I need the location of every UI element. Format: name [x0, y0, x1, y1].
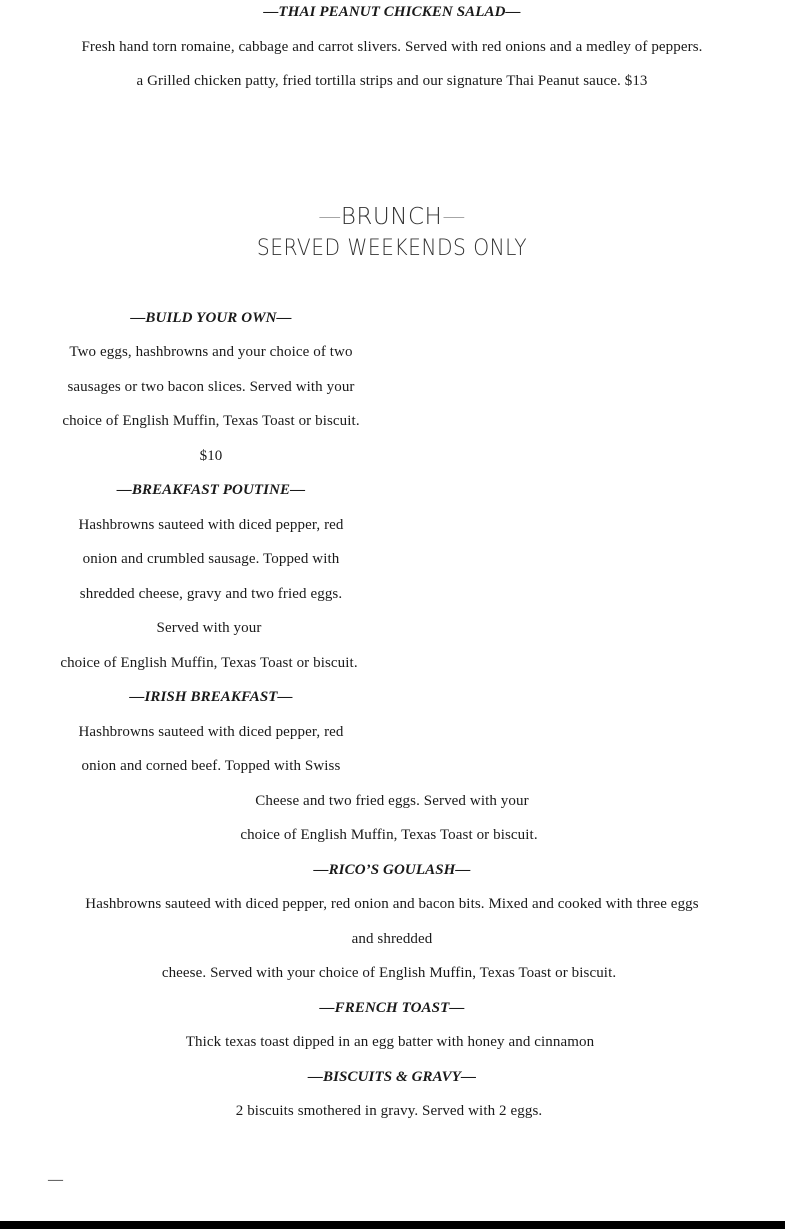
irish-breakfast-line-4: choice of English Muffin, Texas Toast or biscuit.: [240, 827, 538, 843]
ricos-goulash-line-1: Hashbrowns sauteed with diced pepper, red onion and bacon bits. Mixed and cooked with three eggs: [85, 896, 699, 912]
build-your-own-line-3: choice of English Muffin, Texas Toast or biscuit.: [62, 413, 360, 429]
ricos-goulash-heading: —RICO’S GOULASH—: [313, 862, 471, 878]
build-your-own-line-2: sausages or two bacon slices. Served with your: [67, 379, 355, 395]
breakfast-poutine-line-4: Served with your: [156, 620, 262, 636]
ricos-goulash-line-2: and shredded: [351, 931, 433, 947]
thai-salad-description-line-1: Fresh hand torn romaine, cabbage and carrot slivers. Served with red onions and a medley of peppers.: [81, 39, 703, 55]
breakfast-poutine-line-2: onion and crumbled sausage. Topped with: [82, 551, 340, 567]
french-toast-line-1: Thick texas toast dipped in an egg batter with honey and cinnamon: [185, 1034, 595, 1050]
french-toast-heading: —FRENCH TOAST—: [319, 1000, 465, 1016]
brunch-title-dash-right: —: [442, 204, 466, 230]
brunch-title: [318, 203, 466, 231]
breakfast-poutine-heading: —BREAKFAST POUTINE—: [116, 482, 306, 498]
footer-bar: [0, 1221, 785, 1229]
breakfast-poutine-line-3: shredded cheese, gravy and two fried eggs.: [79, 586, 343, 602]
biscuits-gravy-line-1: 2 biscuits smothered in gravy. Served with 2 eggs.: [235, 1103, 543, 1119]
thai-salad-heading: —THAI PEANUT CHICKEN SALAD—: [263, 4, 521, 20]
irish-breakfast-heading: —IRISH BREAKFAST—: [129, 689, 293, 705]
breakfast-poutine-line-1: Hashbrowns sauteed with diced pepper, red: [78, 517, 344, 533]
brunch-title-dash-left: —: [318, 204, 341, 230]
breakfast-poutine-line-5: choice of English Muffin, Texas Toast or biscuit.: [60, 655, 358, 671]
build-your-own-heading: —BUILD YOUR OWN—: [130, 310, 292, 326]
build-your-own-line-1: Two eggs, hashbrowns and your choice of two: [69, 344, 353, 360]
irish-breakfast-line-3: Cheese and two fried eggs. Served with your: [255, 793, 529, 809]
irish-breakfast-line-2: onion and corned beef. Topped with Swiss: [81, 758, 341, 774]
brunch-title-text: BRUNCH: [340, 204, 443, 230]
irish-breakfast-line-1: Hashbrowns sauteed with diced pepper, red: [78, 724, 344, 740]
ricos-goulash-line-3: cheese. Served with your choice of English Muffin, Texas Toast or biscuit.: [161, 965, 617, 981]
thai-salad-description-line-2: a Grilled chicken patty, fried tortilla strips and our signature Thai Peanut sauce. $13: [136, 73, 648, 89]
footer-dash: —: [48, 1172, 64, 1188]
brunch-subtitle: SERVED WEEKENDS ONLY: [256, 236, 528, 261]
biscuits-gravy-heading: —BISCUITS & GRAVY—: [307, 1069, 477, 1085]
build-your-own-price: $10: [199, 448, 223, 464]
